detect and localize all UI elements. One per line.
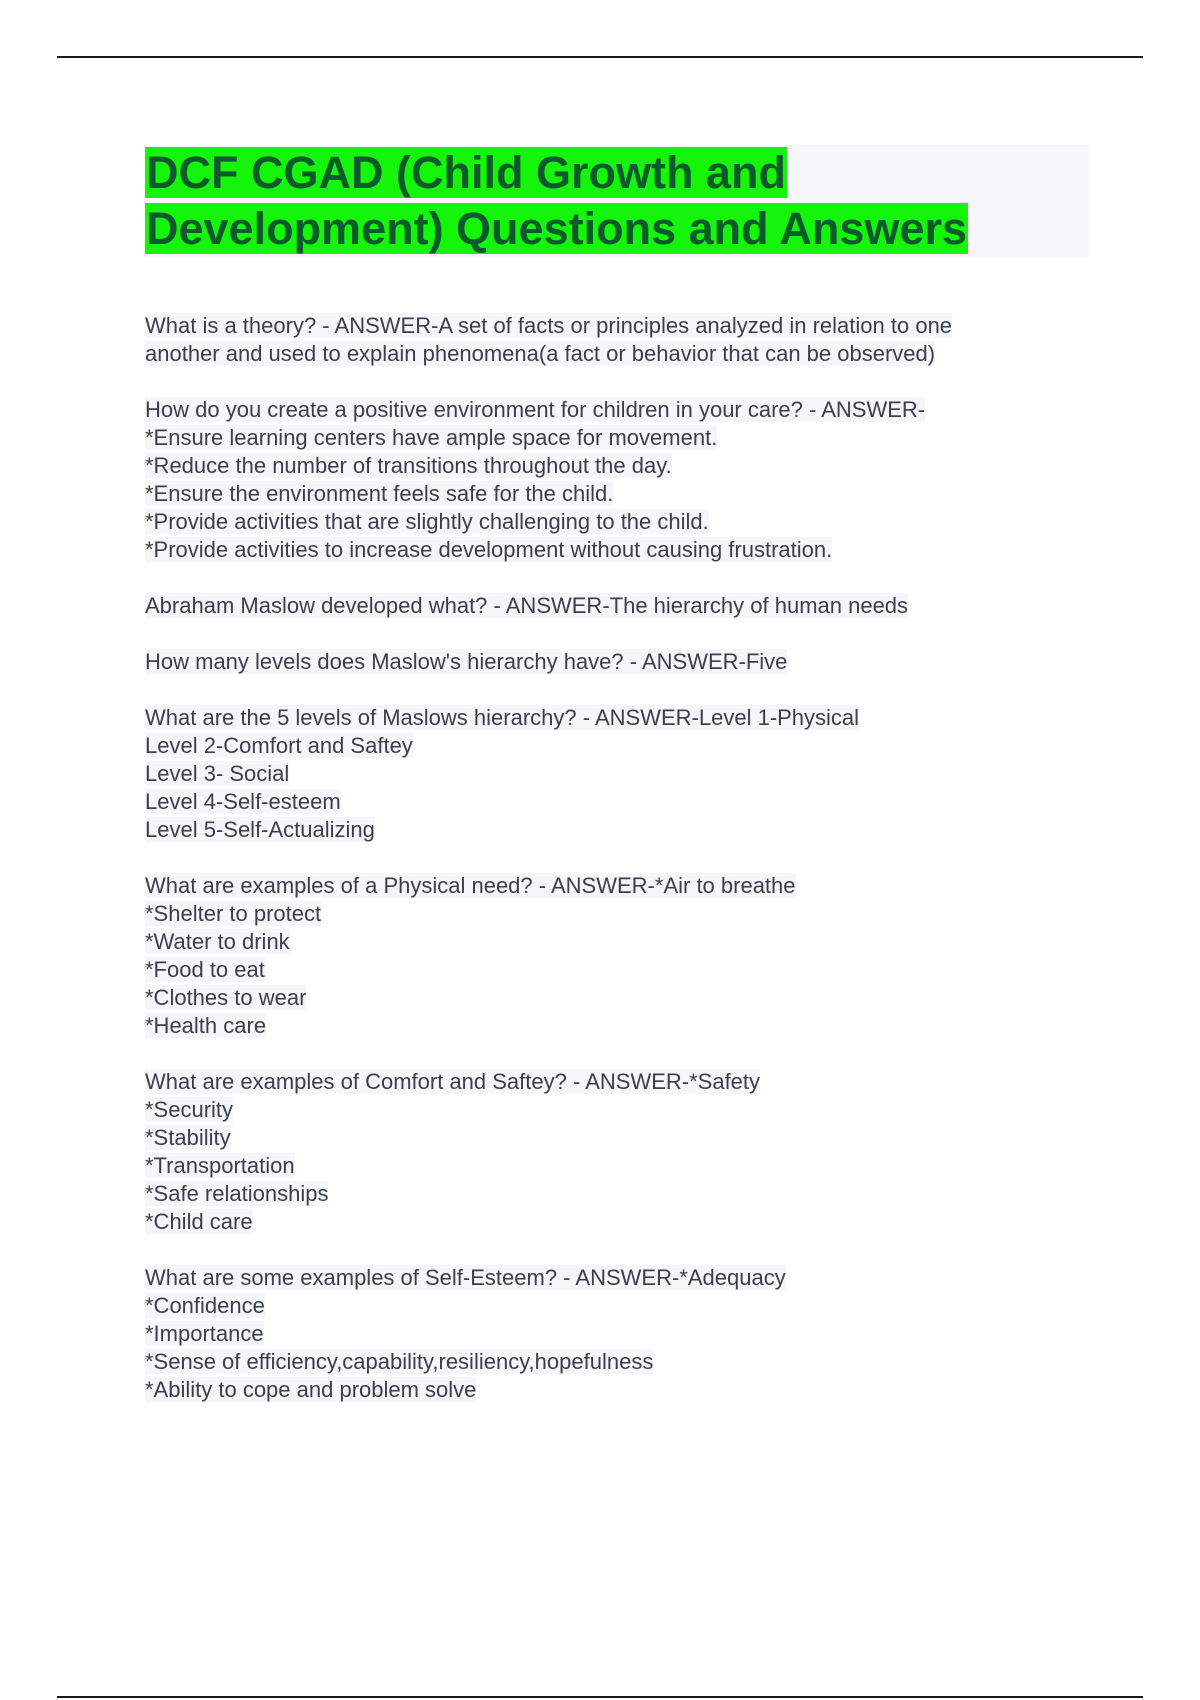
qa-line: Level 4-Self-esteem <box>145 789 341 814</box>
qa-line: What are examples of a Physical need? - ANSWER-*Air to breathe <box>145 873 796 898</box>
qa-item <box>145 1264 1075 1404</box>
qa-line: *Safe relationships <box>145 1181 329 1206</box>
qa-line: *Ensure the environment feels safe for the child. <box>145 481 614 506</box>
qa-line: What is a theory? - ANSWER-A set of facts or principles analyzed in relation to one <box>145 313 953 338</box>
qa-line: *Sense of efficiency,capability,resiliency,hopefulness <box>145 1349 654 1374</box>
qa-line: Level 3- Social <box>145 761 290 786</box>
qa-line: *Shelter to protect <box>145 901 322 926</box>
qa-line: Level 2-Comfort and Saftey <box>145 733 413 758</box>
title-highlight-1: DCF CGAD (Child Growth and <box>146 147 786 198</box>
qa-line: *Reduce the number of transitions throughout the day. <box>145 453 672 478</box>
qa-line: *Transportation <box>145 1153 295 1178</box>
qa-line: *Ability to cope and problem solve <box>145 1377 477 1402</box>
qa-line: Level 5-Self-Actualizing <box>145 817 375 842</box>
qa-line: *Food to eat <box>145 957 265 982</box>
qa-line: *Provide activities that are slightly challenging to the child. <box>145 509 709 534</box>
qa-line: *Water to drink <box>145 929 290 954</box>
document-title-line-2 <box>145 201 968 257</box>
qa-line: *Security <box>145 1097 234 1122</box>
qa-line: What are examples of Comfort and Saftey? - ANSWER-*Safety <box>145 1069 761 1094</box>
qa-item <box>145 1068 1075 1236</box>
qa-item <box>145 704 1075 844</box>
qa-line: *Stability <box>145 1125 231 1150</box>
qa-line: How do you create a positive environment for children in your care? - ANSWER- <box>145 397 926 422</box>
title-highlight-2: Development) Questions and Answers <box>146 203 968 254</box>
qa-item <box>145 648 1075 676</box>
qa-line: another and used to explain phenomena(a fact or behavior that can be observed) <box>145 341 936 366</box>
qa-line: *Health care <box>145 1013 267 1038</box>
qa-item <box>145 312 1075 368</box>
qa-item <box>145 872 1075 1040</box>
document-title-line-1 <box>145 145 787 201</box>
qa-line: *Clothes to wear <box>145 985 307 1010</box>
footer-rule <box>57 1696 1143 1698</box>
qa-item <box>145 396 1075 564</box>
header-rule <box>57 56 1143 58</box>
qa-item <box>145 592 1075 620</box>
qa-line: *Importance <box>145 1321 264 1346</box>
qa-content <box>145 312 1075 1432</box>
qa-line: What are the 5 levels of Maslows hierarchy? - ANSWER-Level 1-Physical <box>145 705 860 730</box>
qa-line: What are some examples of Self-Esteem? - ANSWER-*Adequacy <box>145 1265 786 1290</box>
qa-line: *Confidence <box>145 1293 265 1318</box>
qa-line: How many levels does Maslow's hierarchy have? - ANSWER-Five <box>145 649 788 674</box>
qa-line: *Ensure learning centers have ample space for movement. <box>145 425 718 450</box>
qa-line: *Child care <box>145 1209 253 1234</box>
qa-line: Abraham Maslow developed what? - ANSWER-The hierarchy of human needs <box>145 593 909 618</box>
qa-line: *Provide activities to increase development without causing frustration. <box>145 537 833 562</box>
